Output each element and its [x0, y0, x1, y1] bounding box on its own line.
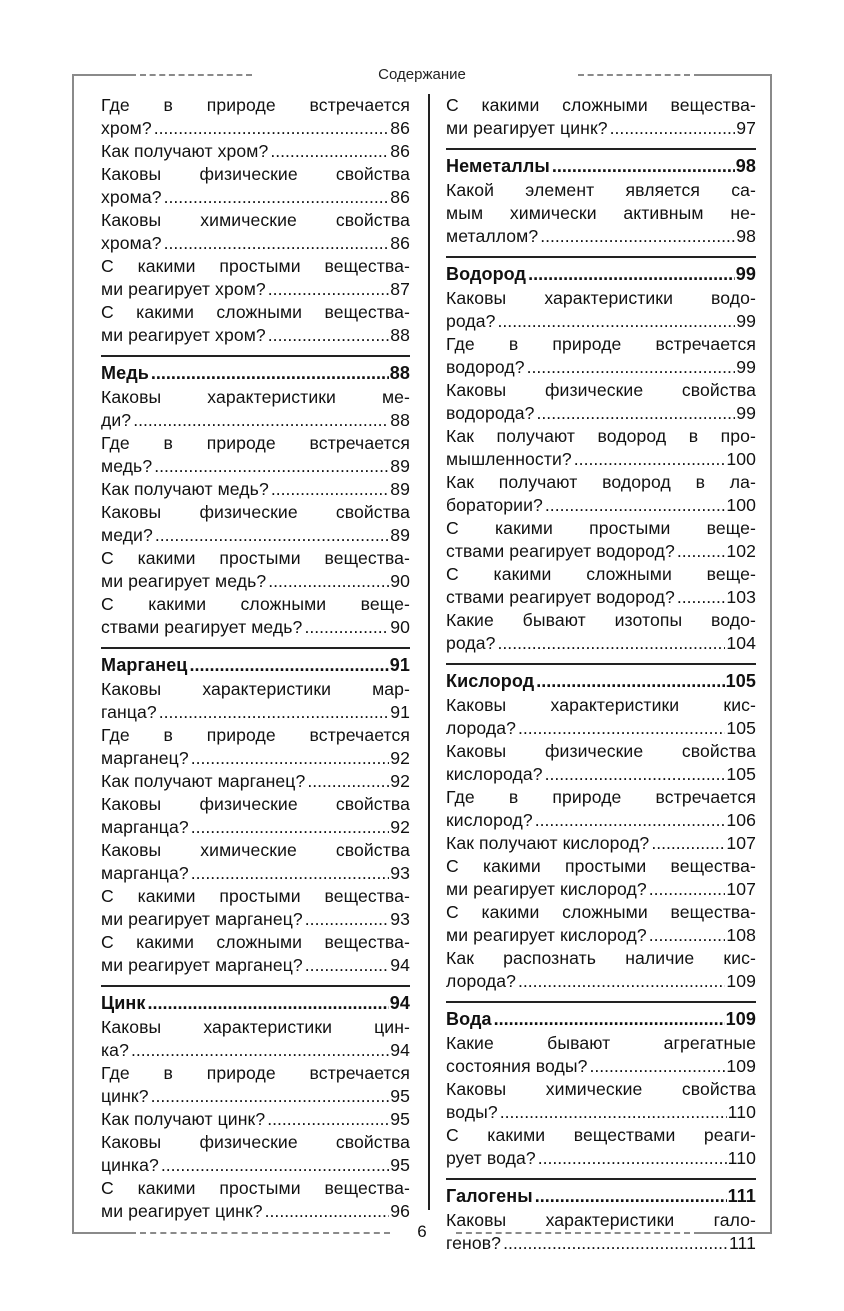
toc-page-number: 90 — [390, 617, 410, 637]
toc-entry[interactable] — [446, 563, 756, 609]
toc-entry-text: ми реагирует медь? — [101, 571, 267, 591]
dot-leader — [574, 448, 726, 471]
toc-entry-text: Как получают медь? — [101, 479, 269, 499]
toc-page-number: 91 — [390, 702, 410, 722]
toc-section-heading[interactable] — [446, 1001, 756, 1032]
dot-leader — [649, 878, 726, 901]
toc-entry-text: Как получают водород в про- — [446, 426, 756, 446]
toc-entry[interactable] — [446, 694, 756, 740]
toc-entry[interactable] — [101, 770, 410, 793]
dot-leader — [268, 278, 389, 301]
toc-page-number: 93 — [390, 909, 410, 929]
toc-entry[interactable] — [446, 179, 756, 248]
toc-page-number: 111 — [727, 1186, 756, 1206]
toc-entry[interactable] — [101, 94, 410, 140]
dot-leader — [527, 356, 736, 379]
toc-entry[interactable] — [446, 609, 756, 655]
toc-section-title: Вода — [446, 1009, 492, 1029]
dot-leader — [164, 186, 390, 209]
toc-page-number: 89 — [390, 525, 410, 545]
toc-entry-text: лорода? — [446, 971, 516, 991]
toc-entry[interactable] — [101, 885, 410, 931]
toc-entry-text: Как получают хром? — [101, 141, 269, 161]
toc-entry-text: Где в природе встречается — [446, 787, 756, 807]
toc-page-number: 99 — [736, 311, 756, 331]
toc-entry[interactable] — [101, 255, 410, 301]
toc-entry[interactable] — [101, 793, 410, 839]
toc-section-heading[interactable] — [446, 256, 756, 287]
toc-section-title: Медь — [101, 363, 149, 383]
toc-entry[interactable] — [101, 163, 410, 209]
dot-leader — [528, 263, 735, 286]
toc-entry-text: хром? — [101, 118, 152, 138]
toc-page-number: 97 — [736, 118, 756, 138]
toc-page-number: 88 — [389, 363, 410, 383]
toc-page-number: 110 — [727, 1148, 756, 1168]
toc-page-number: 95 — [390, 1109, 410, 1129]
dot-leader — [535, 809, 726, 832]
toc-entry-text: марганца? — [101, 863, 189, 883]
toc-page-number: 107 — [726, 879, 756, 899]
dot-leader — [537, 402, 736, 425]
dot-leader — [494, 1008, 725, 1031]
toc-entry-text: кислород? — [446, 810, 533, 830]
dot-leader — [518, 717, 725, 740]
toc-entry-text: ми реагирует марганец? — [101, 909, 303, 929]
toc-section-title: Цинк — [101, 993, 146, 1013]
toc-entry-text: Как получают водород в ла- — [446, 472, 756, 492]
toc-entry-text: Каковы физические свойства — [101, 164, 410, 184]
toc-right-column — [446, 94, 756, 1255]
toc-entry-text: Каковы характеристики водо- — [446, 288, 756, 308]
toc-entry-text: С какими веществами реаги- — [446, 1125, 756, 1145]
toc-entry-text: марганца? — [101, 817, 189, 837]
toc-entry-text: С какими сложными вещества- — [101, 932, 410, 952]
toc-page-number: 109 — [725, 1009, 756, 1029]
toc-entry[interactable] — [446, 471, 756, 517]
toc-entry-text: Каковы физические свойства — [446, 380, 756, 400]
toc-entry[interactable] — [101, 931, 410, 977]
toc-page-number: 99 — [736, 403, 756, 423]
dot-leader — [589, 1055, 725, 1078]
dot-leader — [518, 970, 725, 993]
toc-page-number: 90 — [390, 571, 410, 591]
dot-leader — [677, 540, 725, 563]
toc-entry[interactable] — [446, 855, 756, 901]
toc-page-number: 106 — [726, 810, 756, 830]
toc-entry-text: С какими простыми вещества- — [101, 886, 410, 906]
toc-entry-text: рует вода? — [446, 1148, 536, 1168]
toc-page-number: 104 — [726, 633, 756, 653]
toc-entry-text: Какие бывают изотопы водо- — [446, 610, 756, 630]
toc-left-column — [101, 94, 410, 1223]
toc-entry[interactable] — [446, 1032, 756, 1078]
toc-entry-text: Где в природе встречается — [101, 1063, 410, 1083]
toc-entry[interactable] — [101, 724, 410, 770]
toc-page-number: 98 — [736, 226, 756, 246]
toc-page-number: 87 — [390, 279, 410, 299]
toc-entry-text: цинка? — [101, 1155, 159, 1175]
toc-page-number: 86 — [390, 141, 410, 161]
toc-entry-text: мышленности? — [446, 449, 572, 469]
toc-entry-text: С какими сложными вещества- — [101, 302, 410, 322]
dot-leader — [552, 155, 735, 178]
toc-entry-text: ствами реагирует водород? — [446, 587, 675, 607]
toc-entry[interactable] — [101, 547, 410, 593]
toc-entry[interactable] — [101, 1177, 410, 1223]
toc-entry-text: водород? — [446, 357, 525, 377]
dot-leader — [307, 770, 389, 793]
toc-entry[interactable] — [101, 432, 410, 478]
toc-page-number: 100 — [726, 495, 756, 515]
toc-entry[interactable] — [101, 1062, 410, 1108]
dot-leader — [265, 1200, 390, 1223]
toc-section-title: Неметаллы — [446, 156, 550, 176]
toc-page-number: 95 — [390, 1086, 410, 1106]
dot-leader — [610, 117, 736, 140]
dot-leader — [268, 324, 389, 347]
dot-leader — [305, 954, 389, 977]
dot-leader — [161, 1154, 389, 1177]
toc-entry-text: рода? — [446, 311, 496, 331]
dot-leader — [154, 455, 389, 478]
toc-entry-text: марганец? — [101, 748, 189, 768]
toc-entry[interactable] — [101, 209, 410, 255]
toc-entry[interactable] — [446, 379, 756, 425]
toc-entry[interactable] — [101, 678, 410, 724]
toc-entry-text: лорода? — [446, 718, 516, 738]
toc-entry[interactable] — [446, 832, 756, 855]
dot-leader — [535, 1185, 727, 1208]
toc-entry-text: Какой элемент является са- — [446, 180, 756, 200]
toc-entry-text: С какими сложными веще- — [101, 594, 410, 614]
toc-entry-text: ми реагирует хром? — [101, 279, 266, 299]
dot-leader — [677, 586, 725, 609]
toc-entry[interactable] — [446, 425, 756, 471]
page-header: Содержание — [378, 66, 466, 83]
dot-leader — [304, 616, 389, 639]
toc-page-number: 109 — [726, 1056, 756, 1076]
toc-page-number: 86 — [390, 187, 410, 207]
toc-entry-text: ка? — [101, 1040, 129, 1060]
toc-page-number: 88 — [390, 410, 410, 430]
toc-section-heading[interactable] — [101, 647, 410, 678]
toc-entry-text: Каковы физические свойства — [101, 794, 410, 814]
toc-page-number: 89 — [390, 456, 410, 476]
toc-section-title: Водород — [446, 264, 527, 284]
dot-leader — [191, 816, 389, 839]
toc-entry-text: С какими сложными вещества- — [446, 902, 756, 922]
column-divider — [428, 94, 430, 1210]
toc-entry-text: ствами реагирует водород? — [446, 541, 675, 561]
toc-page-number: 91 — [389, 655, 410, 675]
toc-section-heading[interactable] — [101, 355, 410, 386]
toc-entry[interactable] — [446, 901, 756, 947]
toc-entry-text: ди? — [101, 410, 132, 430]
dot-leader — [270, 140, 389, 163]
toc-entry[interactable] — [101, 386, 410, 432]
toc-entry[interactable] — [446, 1078, 756, 1124]
toc-entry-text: Каковы характеристики ме- — [101, 387, 410, 407]
toc-entry-text: мым химически активным не- — [446, 203, 756, 223]
toc-entry[interactable] — [101, 1131, 410, 1177]
toc-page-number: 103 — [726, 587, 756, 607]
dot-leader — [131, 1039, 389, 1062]
toc-page-number: 98 — [735, 156, 756, 176]
dot-leader — [545, 763, 726, 786]
toc-entry-text: меди? — [101, 525, 153, 545]
dot-leader — [191, 862, 389, 885]
toc-entry[interactable] — [101, 140, 410, 163]
toc-entry-text: Каковы характеристики мар- — [101, 679, 410, 699]
toc-entry-text: цинк? — [101, 1086, 149, 1106]
toc-entry[interactable] — [446, 740, 756, 786]
toc-entry[interactable] — [446, 786, 756, 832]
dot-leader — [498, 632, 726, 655]
dot-leader — [189, 654, 388, 677]
toc-entry-text: Каковы химические свойства — [101, 840, 410, 860]
toc-section-heading[interactable] — [101, 985, 410, 1016]
toc-entry-text: Где в природе встречается — [101, 433, 410, 453]
toc-entry-text: С какими сложными веще- — [446, 564, 756, 584]
toc-section-title: Галогены — [446, 1186, 533, 1206]
toc-page-number: 95 — [390, 1155, 410, 1175]
dot-leader — [268, 570, 389, 593]
toc-page-number: 92 — [390, 748, 410, 768]
toc-page-number: 94 — [390, 955, 410, 975]
toc-page-number: 111 — [728, 1233, 756, 1253]
dot-leader — [271, 478, 389, 501]
toc-page-number: 92 — [390, 771, 410, 791]
toc-entry[interactable] — [101, 478, 410, 501]
toc-page-number: 110 — [727, 1102, 756, 1122]
toc-entry-text: ми реагирует марганец? — [101, 955, 303, 975]
toc-entry-text: кислорода? — [446, 764, 543, 784]
toc-page-number: 93 — [390, 863, 410, 883]
toc-entry-text: С какими простыми вещества- — [446, 856, 756, 876]
toc-entry-text: Каковы физические свойства — [446, 741, 756, 761]
toc-page-number: 86 — [390, 233, 410, 253]
dot-leader — [151, 362, 389, 385]
toc-entry-text: Каковы физические свойства — [101, 1132, 410, 1152]
toc-entry-text: Каковы физические свойства — [101, 502, 410, 522]
toc-page-number: 99 — [736, 357, 756, 377]
dot-leader — [305, 908, 389, 931]
dot-leader — [133, 409, 389, 432]
toc-page-number: 107 — [726, 833, 756, 853]
toc-entry-text: Где в природе встречается — [101, 725, 410, 745]
toc-section-title: Марганец — [101, 655, 188, 675]
toc-page-number: 89 — [390, 479, 410, 499]
toc-entry-text: Каковы характеристики кис- — [446, 695, 756, 715]
toc-entry-text: рода? — [446, 633, 496, 653]
toc-entry[interactable] — [101, 301, 410, 347]
toc-entry[interactable] — [101, 1108, 410, 1131]
dot-leader — [148, 992, 389, 1015]
toc-entry-text: хрома? — [101, 233, 162, 253]
toc-page-number: 105 — [725, 671, 756, 691]
toc-entry-text: Как распознать наличие кис- — [446, 948, 756, 968]
toc-entry-text: водорода? — [446, 403, 535, 423]
dot-leader — [498, 310, 736, 333]
toc-entry[interactable] — [101, 501, 410, 547]
dot-leader — [545, 494, 725, 517]
toc-entry[interactable] — [446, 94, 756, 140]
toc-entry-text: металлом? — [446, 226, 539, 246]
toc-entry-text: ганца? — [101, 702, 157, 722]
toc-entry-text: ми реагирует цинк? — [101, 1201, 263, 1221]
toc-page-number: 105 — [726, 764, 756, 784]
toc-page-number: 109 — [726, 971, 756, 991]
toc-entry[interactable] — [446, 947, 756, 993]
toc-entry[interactable] — [446, 333, 756, 379]
toc-entry-text: генов? — [446, 1233, 502, 1253]
toc-entry-text: ми реагирует хром? — [101, 325, 266, 345]
toc-section-heading[interactable] — [446, 663, 756, 694]
toc-entry[interactable] — [446, 1124, 756, 1170]
toc-page-number: 88 — [390, 325, 410, 345]
toc-entry-text: состояния воды? — [446, 1056, 588, 1076]
page-number: 6 — [417, 1222, 427, 1241]
toc-page-number: 100 — [726, 449, 756, 469]
toc-entry[interactable] — [446, 517, 756, 563]
toc-entry-text: боратории? — [446, 495, 543, 515]
toc-entry-text: ми реагирует кислород? — [446, 925, 647, 945]
toc-entry-text: Как получают кислород? — [446, 833, 650, 853]
dot-leader — [649, 924, 726, 947]
toc-entry-text: Каковы химические свойства — [101, 210, 410, 230]
toc-page-number: 99 — [735, 264, 756, 284]
toc-page-number: 108 — [726, 925, 756, 945]
toc-entry[interactable] — [446, 287, 756, 333]
toc-entry-text: С какими простыми веще- — [446, 518, 756, 538]
toc-entry-text: Как получают марганец? — [101, 771, 306, 791]
dot-leader — [164, 232, 390, 255]
toc-entry-text: С какими сложными вещества- — [446, 95, 756, 115]
dot-leader — [267, 1108, 389, 1131]
toc-entry-text: Какие бывают агрегатные — [446, 1033, 756, 1053]
toc-entry-text: воды? — [446, 1102, 498, 1122]
toc-entry-text: Где в природе встречается — [101, 95, 410, 115]
toc-entry-text: С какими простыми вещества- — [101, 256, 410, 276]
toc-entry[interactable] — [101, 1016, 410, 1062]
toc-page-number: 92 — [390, 817, 410, 837]
toc-entry-text: С какими простыми вещества- — [101, 1178, 410, 1198]
toc-entry-text: Каковы химические свойства — [446, 1079, 756, 1099]
dot-leader — [154, 117, 389, 140]
toc-page-number: 94 — [390, 1040, 410, 1060]
toc-entry-text: Каковы характеристики гало- — [446, 1210, 756, 1230]
toc-entry-text: ствами реагирует медь? — [101, 617, 303, 637]
dot-leader — [538, 1147, 727, 1170]
toc-section-heading[interactable] — [446, 148, 756, 179]
toc-entry-text: Как получают цинк? — [101, 1109, 266, 1129]
toc-entry-text: Каковы характеристики цин- — [101, 1017, 410, 1037]
toc-entry-text: ми реагирует цинк? — [446, 118, 608, 138]
toc-page-number: 94 — [389, 993, 410, 1013]
dot-leader — [536, 670, 724, 693]
toc-entry[interactable] — [101, 593, 410, 639]
toc-page-number: 96 — [390, 1201, 410, 1221]
toc-entry-text: медь? — [101, 456, 153, 476]
toc-entry-text: С какими простыми вещества- — [101, 548, 410, 568]
toc-section-heading[interactable] — [446, 1178, 756, 1209]
toc-page-number: 102 — [726, 541, 756, 561]
toc-entry-text: Где в природе встречается — [446, 334, 756, 354]
toc-entry[interactable] — [101, 839, 410, 885]
toc-page-number: 86 — [390, 118, 410, 138]
dot-leader — [191, 747, 389, 770]
toc-section-title: Кислород — [446, 671, 535, 691]
dot-leader — [155, 524, 389, 547]
dot-leader — [540, 225, 735, 248]
dot-leader — [159, 701, 389, 724]
dot-leader — [651, 832, 725, 855]
dot-leader — [151, 1085, 390, 1108]
toc-page-number: 105 — [726, 718, 756, 738]
toc-entry-text: ми реагирует кислород? — [446, 879, 647, 899]
dot-leader — [500, 1101, 727, 1124]
toc-entry-text: хрома? — [101, 187, 162, 207]
